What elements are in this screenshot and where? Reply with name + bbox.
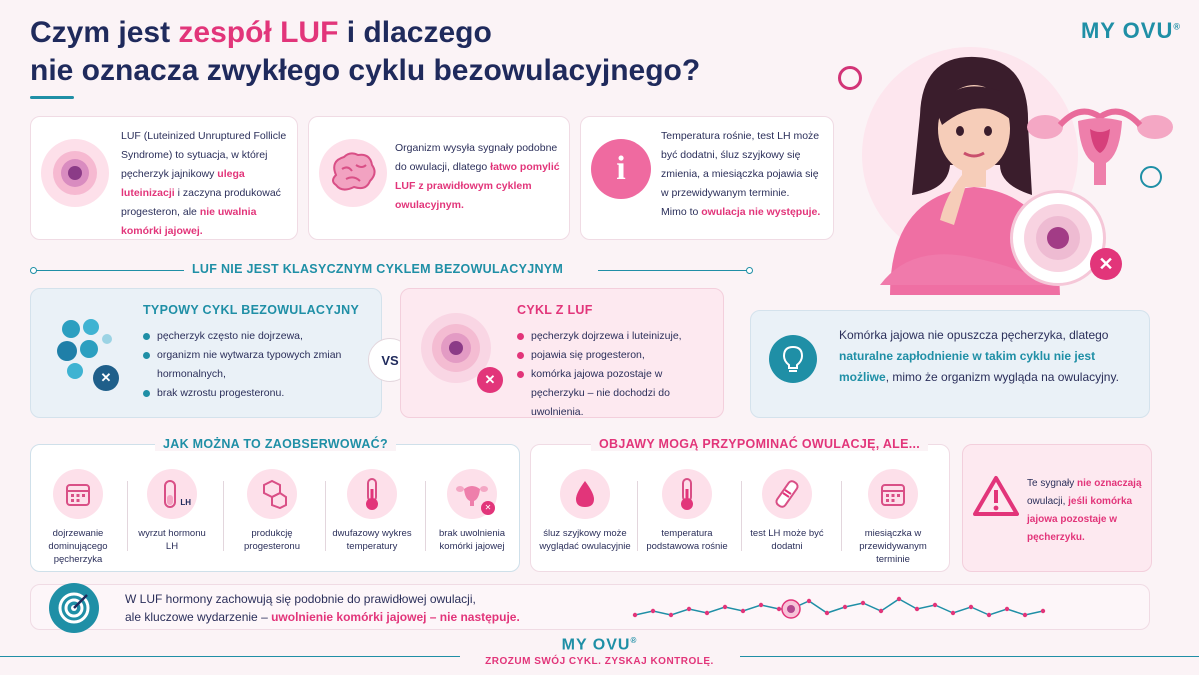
egg-note-text: Komórka jajowa nie opuszcza pęcherzyka, dlatego naturalne zapłodnienie w takim cyklu nie jest możliwe, mimo że organizm wygląda na owulacyjny. [839, 328, 1119, 384]
divider [127, 481, 128, 551]
observe-step: produkcję progesteronu [227, 469, 317, 553]
observe-step: ✕ brak uwolnienia komórki jajowej [427, 469, 517, 553]
thermometer-icon [347, 469, 397, 519]
intro-text-signals: Organizm wysyła sygnały podobne do owulacji, dlatego łatwo pomylić LUF z prawidłowym cyklem owulacyjnym. [395, 142, 560, 211]
list-item: organizm nie wytwarza typowych zmian hormonalnych, [143, 346, 343, 384]
typical-cycle-card [30, 288, 382, 418]
list-item: komórka jajowa pozostaje w pęcherzyku – nie dochodzi do uwolnienia. [517, 365, 717, 422]
divider-dot-right [746, 267, 753, 274]
divider [223, 481, 224, 551]
list-item: pęcherzyk dojrzewa i luteinizuje, [517, 327, 717, 346]
luf-cycle-list [517, 327, 717, 422]
molecule-icon [247, 469, 297, 519]
observe-card [30, 437, 520, 572]
brain-icon [319, 139, 387, 207]
divider [325, 481, 326, 551]
luf-cycle-title: CYKL Z LUF [517, 303, 593, 317]
warning-card [962, 444, 1152, 572]
luf-cycle-card [400, 288, 724, 418]
intro-card-luf [30, 116, 298, 240]
typical-cycle-list [143, 327, 343, 403]
list-item: pęcherzyk często nie dojrzewa, [143, 327, 343, 346]
lh-test-strip-icon [762, 469, 812, 519]
intro-text-luf: LUF (Luteinized Unruptured Follicle Syndrome) to sytuacja, w której pęcherzyk jajnikowy ulega luteinizacji i zaczyna produkować progesteron, ale nie uwalnia komórki jajowej. [121, 130, 287, 237]
symptoms-card [530, 437, 950, 572]
symptom-step: miesiączka w przewidywanym terminie [843, 469, 943, 566]
list-item: pojawia się progesteron, [517, 346, 717, 365]
footer-brand: MY OVU® [561, 636, 638, 654]
symptom-step: test LH może być dodatni [741, 469, 833, 553]
observe-title: JAK MOŻNA TO ZAOBSERWOWAĆ? [155, 437, 396, 451]
summary-text: W LUF hormony zachowują się podobnie do prawidłowej owulacji, ale kluczowe wydarzenie – uwolnienie komórki jajowej – nie następuje. [125, 592, 520, 624]
calendar-icon [868, 469, 918, 519]
divider-line-right [598, 270, 748, 271]
symptom-step: temperatura podstawowa rośnie [641, 469, 733, 553]
observe-step: dojrzewanie dominującego pęcherzyka [37, 469, 119, 566]
egg-note-card [750, 310, 1150, 418]
summary-card [30, 584, 1150, 630]
test-tube-lh-icon: LH [147, 469, 197, 519]
intro-card-signals [308, 116, 570, 240]
divider [841, 481, 842, 551]
observe-step: dwufazowy wykres temperatury [327, 469, 417, 553]
calendar-icon [53, 469, 103, 519]
divider [637, 481, 638, 551]
intro-card-info [580, 116, 834, 240]
info-icon: i [591, 139, 651, 199]
vs-badge: VS [368, 338, 412, 382]
cycle-wave-graphic [631, 589, 1051, 627]
intro-text-info: Temperatura rośnie, test LH może być dodatni, śluz szyjkowy się zmienia, a miesiączka pojawia się w przewidywanym terminie. Mimo to owulacja nie występuje. [661, 130, 821, 218]
target-icon [49, 583, 99, 633]
close-icon: ✕ [477, 367, 503, 393]
title-underline [30, 96, 74, 99]
divider-title: LUF NIE JEST KLASYCZNYM CYKLEM BEZOWULACYJNYM [192, 262, 564, 276]
close-icon: ✕ [481, 501, 495, 515]
typical-cycle-title: TYPOWY CYKL BEZOWULACYJNY [143, 303, 360, 317]
divider-dot-left [30, 267, 37, 274]
divider-line-left [34, 270, 184, 271]
symptoms-title: OBJAWY MOGĄ PRZYPOMINAĆ OWULACJĘ, ALE... [591, 437, 928, 451]
thermometer-icon [662, 469, 712, 519]
observe-step: LH wyrzut hormonu LH [131, 469, 213, 553]
lightbulb-icon [769, 335, 817, 383]
close-badge-icon: ✕ [1090, 248, 1122, 280]
divider [425, 481, 426, 551]
follicle-cell-icon [41, 139, 109, 207]
warning-text: Te sygnały nie oznaczają owulacji, jeśli komórka jajowa pozostaje w pęcherzyku. [1027, 478, 1142, 543]
uterus-illustration [1020, 95, 1180, 195]
symptom-step: śluz szyjkowy może wyglądać owulacyjnie [539, 469, 631, 553]
list-item: brak wzrostu progesteronu. [143, 384, 343, 403]
page-title: Czym jest zespół LUF i dlaczego nie oznacza zwykłego cyklu bezowulacyjnego? [30, 16, 701, 87]
uterus-x-icon [447, 469, 497, 519]
droplet-icon [560, 469, 610, 519]
warning-icon [973, 475, 1019, 522]
brand-logo: MY OVU® [1080, 18, 1181, 43]
footer-tagline: ZROZUM SWÓJ CYKL. ZYSKAJ KONTROLĘ. [485, 656, 714, 667]
close-icon: ✕ [93, 365, 119, 391]
